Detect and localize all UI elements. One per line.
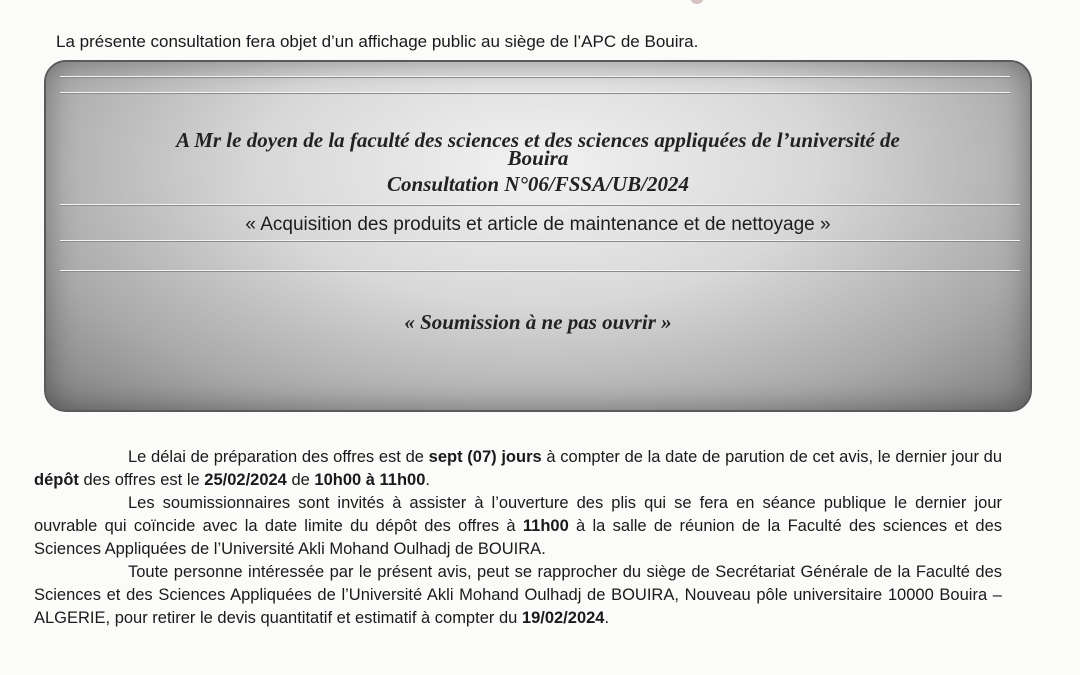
- paragraph-contact: [34, 561, 1002, 630]
- p1-hours: 10h00 à 11h00: [314, 471, 426, 489]
- subject-title: « Acquisition des produits et article de maintenance et de nettoyage »: [245, 214, 831, 235]
- p1-text-5: .: [425, 471, 431, 489]
- intro-text: La présente consultation fera objet d’un affichage public au siège de l’APC de Bouira.: [56, 32, 699, 51]
- p2-text-1: Les soumissionnaires sont invités à assister à l’ouverture des plis qui se fera en séance publique le dernier jour ouvrable qui coïncide avec la date limite du dépôt des offres à: [34, 494, 1002, 535]
- do-not-open-notice: « Soumission à ne pas ouvrir »: [404, 310, 672, 334]
- scan-mark: [690, 0, 704, 4]
- consultation-number: Consultation N°06/FSSA/UB/2024: [387, 172, 689, 196]
- p3-text-2: .: [604, 609, 610, 627]
- recipient-line-2: Bouira: [507, 146, 569, 170]
- top-rule-2: [60, 92, 1010, 93]
- p1-text-2: à compter de la date de parution de cet avis, le dernier jour du: [541, 448, 1003, 466]
- p1-text-3: des offres est le: [78, 471, 205, 489]
- p2-text-2: à la salle de réunion de la Faculté des sciences et des Sciences Appliquées de l’Université Akli Mohand Oulhadj de BOUIRA.: [34, 517, 1002, 558]
- recipient-line-1: A Mr le doyen de la faculté des sciences et des sciences appliquées de l’université de: [176, 128, 900, 152]
- p1-text-4: de: [286, 471, 315, 489]
- paragraph-deadline: [34, 446, 1002, 492]
- p1-depot: dépôt: [34, 471, 79, 489]
- p2-hour: 11h00: [522, 517, 569, 535]
- envelope-label-box: [44, 60, 1032, 412]
- notice-body: [34, 446, 1002, 630]
- p1-date: 25/02/2024: [204, 471, 287, 489]
- p1-delay: sept (07) jours: [428, 448, 542, 466]
- paragraph-opening: [34, 492, 1002, 561]
- p3-text-1: Toute personne intéressée par le présent avis, peut se rapprocher du siège de Secrétariat Générale de la Faculté des Sciences et des Sciences Appliquées de l’Université Akli Mohand Oulhadj de BOUIRA, Nouveau pôle universitaire 10000 Bouira –ALGERIE, pour retirer le devis quantitatif et estimatif à compter du: [34, 563, 1002, 627]
- middle-rule-1: [60, 204, 1020, 205]
- p3-date: 19/02/2024: [521, 609, 605, 627]
- middle-rule-3: [60, 270, 1020, 271]
- top-rule: [60, 76, 1010, 77]
- middle-rule-2: [60, 240, 1020, 241]
- p1-text-1: Le délai de préparation des offres est de: [128, 448, 429, 466]
